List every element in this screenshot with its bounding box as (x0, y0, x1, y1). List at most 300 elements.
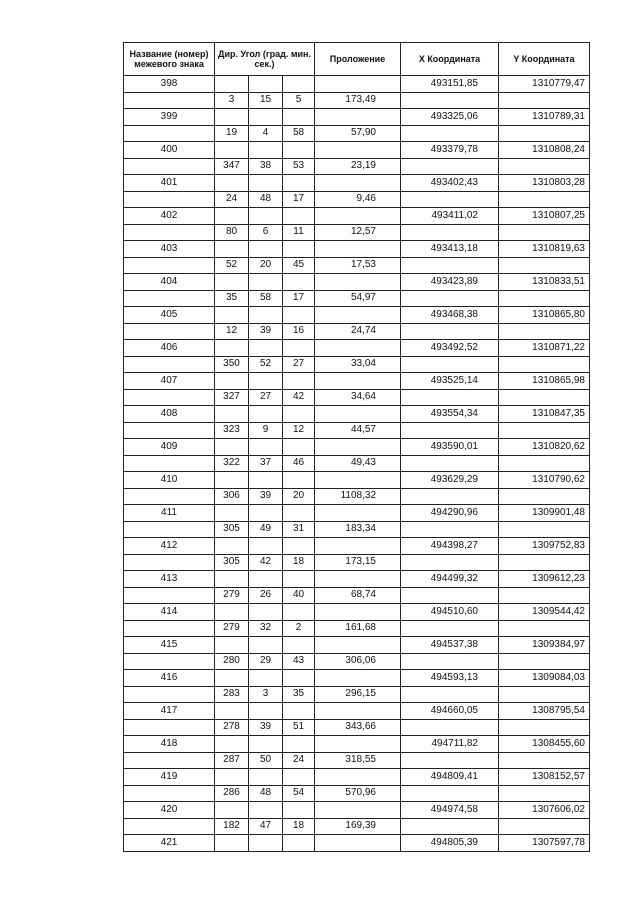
name-cell: 421 (124, 835, 215, 852)
point-row (124, 208, 590, 225)
boundary-coordinates-table (123, 42, 590, 852)
name-cell: 407 (124, 373, 215, 390)
angle-degrees-cell (215, 439, 249, 456)
angle-degrees-cell (215, 670, 249, 687)
segment-row (124, 653, 590, 670)
name-cell: 419 (124, 769, 215, 786)
angle-minutes-cell: 26 (249, 587, 283, 604)
segment-row (124, 92, 590, 109)
y-coordinate-cell: 1309544,42 (499, 604, 590, 621)
x-coordinate-cell: 493413,18 (401, 241, 499, 258)
name-cell (124, 191, 215, 208)
angle-degrees-cell: 347 (215, 158, 249, 175)
name-cell: 417 (124, 703, 215, 720)
distance-cell: 183,34 (315, 521, 401, 538)
angle-seconds-cell: 24 (283, 752, 315, 769)
angle-degrees-cell: 327 (215, 389, 249, 406)
angle-seconds-cell (283, 208, 315, 225)
x-coordinate-cell (401, 422, 499, 439)
name-cell: 418 (124, 736, 215, 753)
angle-minutes-cell: 38 (249, 158, 283, 175)
angle-degrees-cell (215, 406, 249, 423)
angle-degrees-cell (215, 142, 249, 159)
angle-seconds-cell (283, 637, 315, 654)
segment-row (124, 719, 590, 736)
x-coordinate-cell (401, 356, 499, 373)
segment-row (124, 818, 590, 835)
angle-seconds-cell (283, 670, 315, 687)
distance-cell (315, 274, 401, 291)
angle-seconds-cell: 18 (283, 554, 315, 571)
segment-row (124, 488, 590, 505)
distance-cell (315, 208, 401, 225)
point-row (124, 571, 590, 588)
distance-cell: 49,43 (315, 455, 401, 472)
distance-cell: 173,49 (315, 92, 401, 109)
point-row (124, 637, 590, 654)
y-coordinate-cell: 1308152,57 (499, 769, 590, 786)
y-coordinate-cell (499, 422, 590, 439)
angle-seconds-cell (283, 538, 315, 555)
angle-seconds-cell: 53 (283, 158, 315, 175)
x-coordinate-cell: 494660,05 (401, 703, 499, 720)
distance-cell: 570,96 (315, 785, 401, 802)
angle-seconds-cell: 31 (283, 521, 315, 538)
angle-seconds-cell: 2 (283, 620, 315, 637)
angle-degrees-cell (215, 373, 249, 390)
x-coordinate-cell (401, 125, 499, 142)
angle-minutes-cell: 48 (249, 785, 283, 802)
angle-seconds-cell (283, 472, 315, 489)
x-coordinate-cell: 493590,01 (401, 439, 499, 456)
y-coordinate-cell (499, 455, 590, 472)
angle-degrees-cell (215, 307, 249, 324)
angle-seconds-cell: 27 (283, 356, 315, 373)
distance-cell: 12,57 (315, 224, 401, 241)
x-coordinate-cell: 494510,60 (401, 604, 499, 621)
angle-minutes-cell (249, 109, 283, 126)
distance-cell (315, 637, 401, 654)
name-cell: 411 (124, 505, 215, 522)
angle-degrees-cell (215, 703, 249, 720)
y-coordinate-cell (499, 488, 590, 505)
y-coordinate-cell: 1310871,22 (499, 340, 590, 357)
y-coordinate-cell: 1310847,35 (499, 406, 590, 423)
angle-seconds-cell: 17 (283, 290, 315, 307)
angle-degrees-cell: 278 (215, 719, 249, 736)
x-coordinate-cell (401, 653, 499, 670)
x-coordinate-cell (401, 92, 499, 109)
distance-cell: 57,90 (315, 125, 401, 142)
name-cell: 403 (124, 241, 215, 258)
angle-degrees-cell: 3 (215, 92, 249, 109)
angle-minutes-cell (249, 340, 283, 357)
angle-minutes-cell (249, 142, 283, 159)
segment-row (124, 125, 590, 142)
name-cell (124, 389, 215, 406)
angle-minutes-cell: 20 (249, 257, 283, 274)
distance-cell (315, 802, 401, 819)
y-coordinate-cell (499, 224, 590, 241)
point-row (124, 142, 590, 159)
name-cell: 412 (124, 538, 215, 555)
angle-degrees-cell: 24 (215, 191, 249, 208)
angle-degrees-cell: 323 (215, 422, 249, 439)
x-coordinate-cell (401, 818, 499, 835)
name-cell: 402 (124, 208, 215, 225)
angle-seconds-cell (283, 142, 315, 159)
y-coordinate-cell (499, 125, 590, 142)
name-cell (124, 752, 215, 769)
angle-seconds-cell: 45 (283, 257, 315, 274)
header-x: X Координата (401, 43, 499, 76)
point-row (124, 604, 590, 621)
angle-degrees-cell: 52 (215, 257, 249, 274)
angle-degrees-cell (215, 241, 249, 258)
x-coordinate-cell (401, 719, 499, 736)
angle-degrees-cell (215, 571, 249, 588)
distance-cell: 34,64 (315, 389, 401, 406)
x-coordinate-cell: 493423,89 (401, 274, 499, 291)
name-cell (124, 455, 215, 472)
distance-cell (315, 241, 401, 258)
segment-row (124, 224, 590, 241)
distance-cell (315, 406, 401, 423)
distance-cell: 306,06 (315, 653, 401, 670)
x-coordinate-cell (401, 785, 499, 802)
angle-seconds-cell: 42 (283, 389, 315, 406)
name-cell (124, 587, 215, 604)
angle-minutes-cell: 27 (249, 389, 283, 406)
angle-degrees-cell (215, 109, 249, 126)
angle-seconds-cell (283, 76, 315, 93)
angle-minutes-cell (249, 802, 283, 819)
x-coordinate-cell: 494398,27 (401, 538, 499, 555)
y-coordinate-cell (499, 686, 590, 703)
name-cell (124, 422, 215, 439)
x-coordinate-cell: 493554,34 (401, 406, 499, 423)
distance-cell (315, 76, 401, 93)
angle-seconds-cell (283, 835, 315, 852)
angle-seconds-cell (283, 802, 315, 819)
name-cell: 416 (124, 670, 215, 687)
name-cell: 410 (124, 472, 215, 489)
distance-cell (315, 142, 401, 159)
angle-degrees-cell: 305 (215, 554, 249, 571)
name-cell (124, 125, 215, 142)
x-coordinate-cell (401, 686, 499, 703)
name-cell (124, 686, 215, 703)
point-row (124, 439, 590, 456)
angle-seconds-cell: 17 (283, 191, 315, 208)
name-cell (124, 257, 215, 274)
y-coordinate-cell: 1310808,24 (499, 142, 590, 159)
angle-degrees-cell (215, 835, 249, 852)
distance-cell (315, 373, 401, 390)
name-cell (124, 323, 215, 340)
header-angle: Дир. Угол (град. мин. сек.) (215, 43, 315, 76)
angle-minutes-cell: 6 (249, 224, 283, 241)
angle-seconds-cell: 20 (283, 488, 315, 505)
segment-row (124, 785, 590, 802)
x-coordinate-cell (401, 290, 499, 307)
distance-cell: 24,74 (315, 323, 401, 340)
angle-minutes-cell: 48 (249, 191, 283, 208)
x-coordinate-cell (401, 158, 499, 175)
distance-cell (315, 769, 401, 786)
x-coordinate-cell (401, 752, 499, 769)
angle-degrees-cell: 80 (215, 224, 249, 241)
angle-seconds-cell: 11 (283, 224, 315, 241)
distance-cell: 44,57 (315, 422, 401, 439)
y-coordinate-cell (499, 389, 590, 406)
y-coordinate-cell: 1310807,25 (499, 208, 590, 225)
y-coordinate-cell (499, 752, 590, 769)
distance-cell: 9,46 (315, 191, 401, 208)
angle-degrees-cell (215, 340, 249, 357)
name-cell: 404 (124, 274, 215, 291)
point-row (124, 736, 590, 753)
x-coordinate-cell (401, 257, 499, 274)
segment-row (124, 422, 590, 439)
angle-minutes-cell (249, 703, 283, 720)
x-coordinate-cell: 493402,43 (401, 175, 499, 192)
segment-row (124, 521, 590, 538)
point-row (124, 703, 590, 720)
point-row (124, 175, 590, 192)
y-coordinate-cell (499, 554, 590, 571)
y-coordinate-cell: 1309084,03 (499, 670, 590, 687)
x-coordinate-cell (401, 389, 499, 406)
name-cell: 408 (124, 406, 215, 423)
y-coordinate-cell (499, 587, 590, 604)
name-cell (124, 224, 215, 241)
y-coordinate-cell: 1310779,47 (499, 76, 590, 93)
angle-minutes-cell (249, 604, 283, 621)
x-coordinate-cell (401, 191, 499, 208)
angle-minutes-cell (249, 835, 283, 852)
distance-cell: 23,19 (315, 158, 401, 175)
distance-cell (315, 109, 401, 126)
point-row (124, 538, 590, 555)
angle-minutes-cell: 4 (249, 125, 283, 142)
angle-seconds-cell (283, 736, 315, 753)
point-row (124, 307, 590, 324)
distance-cell (315, 472, 401, 489)
y-coordinate-cell (499, 92, 590, 109)
distance-cell: 54,97 (315, 290, 401, 307)
angle-minutes-cell: 52 (249, 356, 283, 373)
distance-cell: 296,15 (315, 686, 401, 703)
y-coordinate-cell: 1310803,28 (499, 175, 590, 192)
angle-minutes-cell (249, 307, 283, 324)
angle-seconds-cell: 58 (283, 125, 315, 142)
angle-degrees-cell (215, 505, 249, 522)
name-cell: 413 (124, 571, 215, 588)
angle-minutes-cell (249, 439, 283, 456)
angle-seconds-cell (283, 571, 315, 588)
segment-row (124, 620, 590, 637)
angle-seconds-cell (283, 373, 315, 390)
angle-degrees-cell (215, 769, 249, 786)
angle-minutes-cell: 49 (249, 521, 283, 538)
point-row (124, 802, 590, 819)
segment-row (124, 158, 590, 175)
angle-degrees-cell: 306 (215, 488, 249, 505)
segment-row (124, 587, 590, 604)
angle-degrees-cell (215, 736, 249, 753)
angle-minutes-cell (249, 175, 283, 192)
angle-seconds-cell: 16 (283, 323, 315, 340)
header-name: Название (номер) межевого знака (124, 43, 215, 76)
x-coordinate-cell: 493325,06 (401, 109, 499, 126)
distance-cell (315, 538, 401, 555)
angle-seconds-cell: 12 (283, 422, 315, 439)
header-row (124, 43, 590, 76)
segment-row (124, 752, 590, 769)
name-cell (124, 92, 215, 109)
name-cell: 401 (124, 175, 215, 192)
angle-seconds-cell (283, 241, 315, 258)
name-cell: 420 (124, 802, 215, 819)
angle-minutes-cell: 39 (249, 323, 283, 340)
name-cell (124, 158, 215, 175)
y-coordinate-cell (499, 158, 590, 175)
angle-minutes-cell: 32 (249, 620, 283, 637)
angle-degrees-cell: 283 (215, 686, 249, 703)
distance-cell: 17,53 (315, 257, 401, 274)
angle-seconds-cell (283, 307, 315, 324)
x-coordinate-cell (401, 488, 499, 505)
x-coordinate-cell: 494537,38 (401, 637, 499, 654)
name-cell (124, 785, 215, 802)
x-coordinate-cell (401, 224, 499, 241)
angle-minutes-cell (249, 505, 283, 522)
distance-cell: 169,39 (315, 818, 401, 835)
point-row (124, 406, 590, 423)
y-coordinate-cell: 1308795,54 (499, 703, 590, 720)
distance-cell (315, 670, 401, 687)
angle-minutes-cell: 50 (249, 752, 283, 769)
angle-minutes-cell (249, 208, 283, 225)
point-row (124, 241, 590, 258)
angle-degrees-cell: 19 (215, 125, 249, 142)
angle-minutes-cell (249, 571, 283, 588)
name-cell: 398 (124, 76, 215, 93)
name-cell (124, 719, 215, 736)
point-row (124, 505, 590, 522)
angle-degrees-cell: 286 (215, 785, 249, 802)
x-coordinate-cell: 494805,39 (401, 835, 499, 852)
angle-minutes-cell: 58 (249, 290, 283, 307)
angle-degrees-cell: 35 (215, 290, 249, 307)
angle-minutes-cell: 37 (249, 455, 283, 472)
name-cell (124, 620, 215, 637)
angle-minutes-cell (249, 373, 283, 390)
angle-minutes-cell (249, 274, 283, 291)
y-coordinate-cell (499, 653, 590, 670)
segment-row (124, 356, 590, 373)
x-coordinate-cell (401, 620, 499, 637)
table-body (124, 76, 590, 852)
name-cell: 414 (124, 604, 215, 621)
x-coordinate-cell: 493411,02 (401, 208, 499, 225)
point-row (124, 769, 590, 786)
name-cell: 406 (124, 340, 215, 357)
angle-degrees-cell: 287 (215, 752, 249, 769)
angle-degrees-cell: 182 (215, 818, 249, 835)
angle-minutes-cell: 15 (249, 92, 283, 109)
x-coordinate-cell: 494974,58 (401, 802, 499, 819)
distance-cell (315, 340, 401, 357)
y-coordinate-cell (499, 719, 590, 736)
segment-row (124, 455, 590, 472)
y-coordinate-cell: 1309901,48 (499, 505, 590, 522)
angle-seconds-cell (283, 604, 315, 621)
angle-degrees-cell: 279 (215, 587, 249, 604)
angle-seconds-cell (283, 340, 315, 357)
angle-minutes-cell (249, 472, 283, 489)
angle-seconds-cell (283, 406, 315, 423)
angle-degrees-cell: 280 (215, 653, 249, 670)
name-cell: 405 (124, 307, 215, 324)
y-coordinate-cell: 1309752,83 (499, 538, 590, 555)
y-coordinate-cell (499, 818, 590, 835)
distance-cell (315, 505, 401, 522)
point-row (124, 472, 590, 489)
angle-seconds-cell: 46 (283, 455, 315, 472)
angle-minutes-cell: 39 (249, 488, 283, 505)
segment-row (124, 686, 590, 703)
segment-row (124, 191, 590, 208)
x-coordinate-cell (401, 323, 499, 340)
angle-seconds-cell: 43 (283, 653, 315, 670)
y-coordinate-cell: 1310790,62 (499, 472, 590, 489)
segment-row (124, 323, 590, 340)
y-coordinate-cell: 1310865,80 (499, 307, 590, 324)
y-coordinate-cell: 1308455,60 (499, 736, 590, 753)
y-coordinate-cell: 1307606,02 (499, 802, 590, 819)
y-coordinate-cell (499, 785, 590, 802)
y-coordinate-cell: 1309384,97 (499, 637, 590, 654)
x-coordinate-cell: 494711,82 (401, 736, 499, 753)
distance-cell (315, 175, 401, 192)
angle-degrees-cell: 350 (215, 356, 249, 373)
angle-minutes-cell (249, 406, 283, 423)
x-coordinate-cell: 493629,29 (401, 472, 499, 489)
angle-degrees-cell (215, 472, 249, 489)
angle-minutes-cell: 47 (249, 818, 283, 835)
name-cell (124, 290, 215, 307)
angle-degrees-cell: 279 (215, 620, 249, 637)
angle-seconds-cell (283, 439, 315, 456)
distance-cell (315, 736, 401, 753)
point-row (124, 670, 590, 687)
name-cell: 399 (124, 109, 215, 126)
angle-minutes-cell: 29 (249, 653, 283, 670)
angle-degrees-cell (215, 637, 249, 654)
header-y: Y Координата (499, 43, 590, 76)
name-cell: 409 (124, 439, 215, 456)
segment-row (124, 257, 590, 274)
distance-cell: 68,74 (315, 587, 401, 604)
angle-seconds-cell: 18 (283, 818, 315, 835)
angle-minutes-cell (249, 241, 283, 258)
angle-seconds-cell: 5 (283, 92, 315, 109)
distance-cell: 161,68 (315, 620, 401, 637)
point-row (124, 76, 590, 93)
angle-seconds-cell (283, 274, 315, 291)
